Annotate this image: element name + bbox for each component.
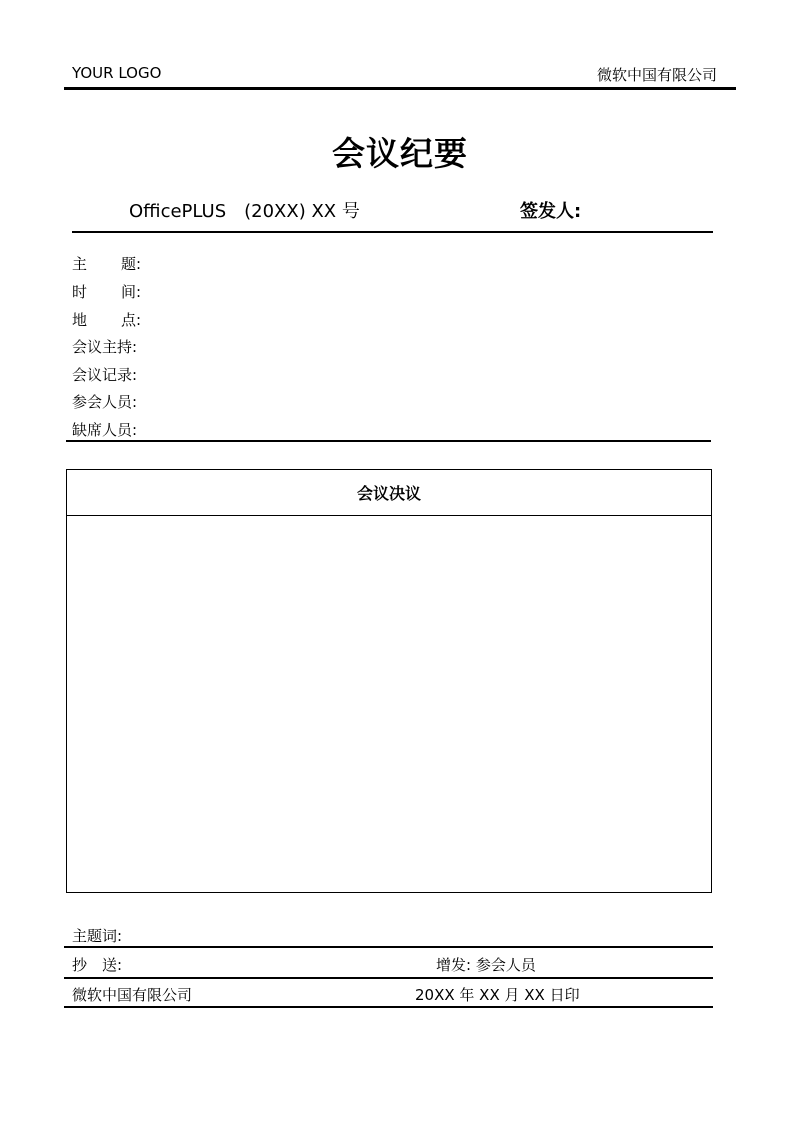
field-label: 地 点 xyxy=(72,311,136,329)
cc-label: 抄 送: xyxy=(72,956,123,974)
signer-label: 签发人: xyxy=(520,201,582,222)
field-host xyxy=(72,336,137,357)
field-colon: : xyxy=(132,338,138,356)
footer-divider-1 xyxy=(64,946,713,948)
logo-text: YOUR LOGO xyxy=(72,64,162,82)
resolution-box xyxy=(66,469,712,893)
field-attendees xyxy=(72,391,137,412)
field-colon: : xyxy=(136,311,142,329)
field-label: 时 间 xyxy=(72,283,136,301)
field-label: 主 题 xyxy=(72,255,136,273)
footer-divider-3 xyxy=(64,1006,713,1008)
field-time xyxy=(72,281,141,302)
field-absentees xyxy=(72,419,137,440)
field-colon: : xyxy=(136,283,142,301)
title-divider xyxy=(72,231,713,233)
field-colon: : xyxy=(132,393,138,411)
issuer-name: 微软中国有限公司 xyxy=(72,986,193,1004)
field-location xyxy=(72,309,141,330)
distribution-text: 增发: 参会人员 xyxy=(436,956,536,974)
field-recorder xyxy=(72,364,137,385)
resolution-heading: 会议决议 xyxy=(67,470,711,516)
print-date: 20XX 年 XX 月 XX 日印 xyxy=(415,986,580,1004)
footer-divider-2 xyxy=(64,977,713,979)
field-label: 参会人员 xyxy=(72,393,133,411)
document-title: 会议纪要 xyxy=(332,134,468,173)
header-company-name: 微软中国有限公司 xyxy=(596,66,717,84)
field-colon: : xyxy=(132,366,138,384)
field-label: 会议记录 xyxy=(72,366,133,384)
fields-divider xyxy=(66,440,711,442)
keywords-label: 主题词: xyxy=(72,927,123,945)
field-colon: : xyxy=(136,255,142,273)
field-colon: : xyxy=(132,421,138,439)
field-subject xyxy=(72,253,141,274)
header-divider xyxy=(64,87,736,90)
document-number: OfficePLUS (20XX) XX 号 xyxy=(129,201,360,222)
field-label: 会议主持 xyxy=(72,338,133,356)
resolution-body[interactable] xyxy=(67,516,711,892)
field-label: 缺席人员 xyxy=(72,421,133,439)
